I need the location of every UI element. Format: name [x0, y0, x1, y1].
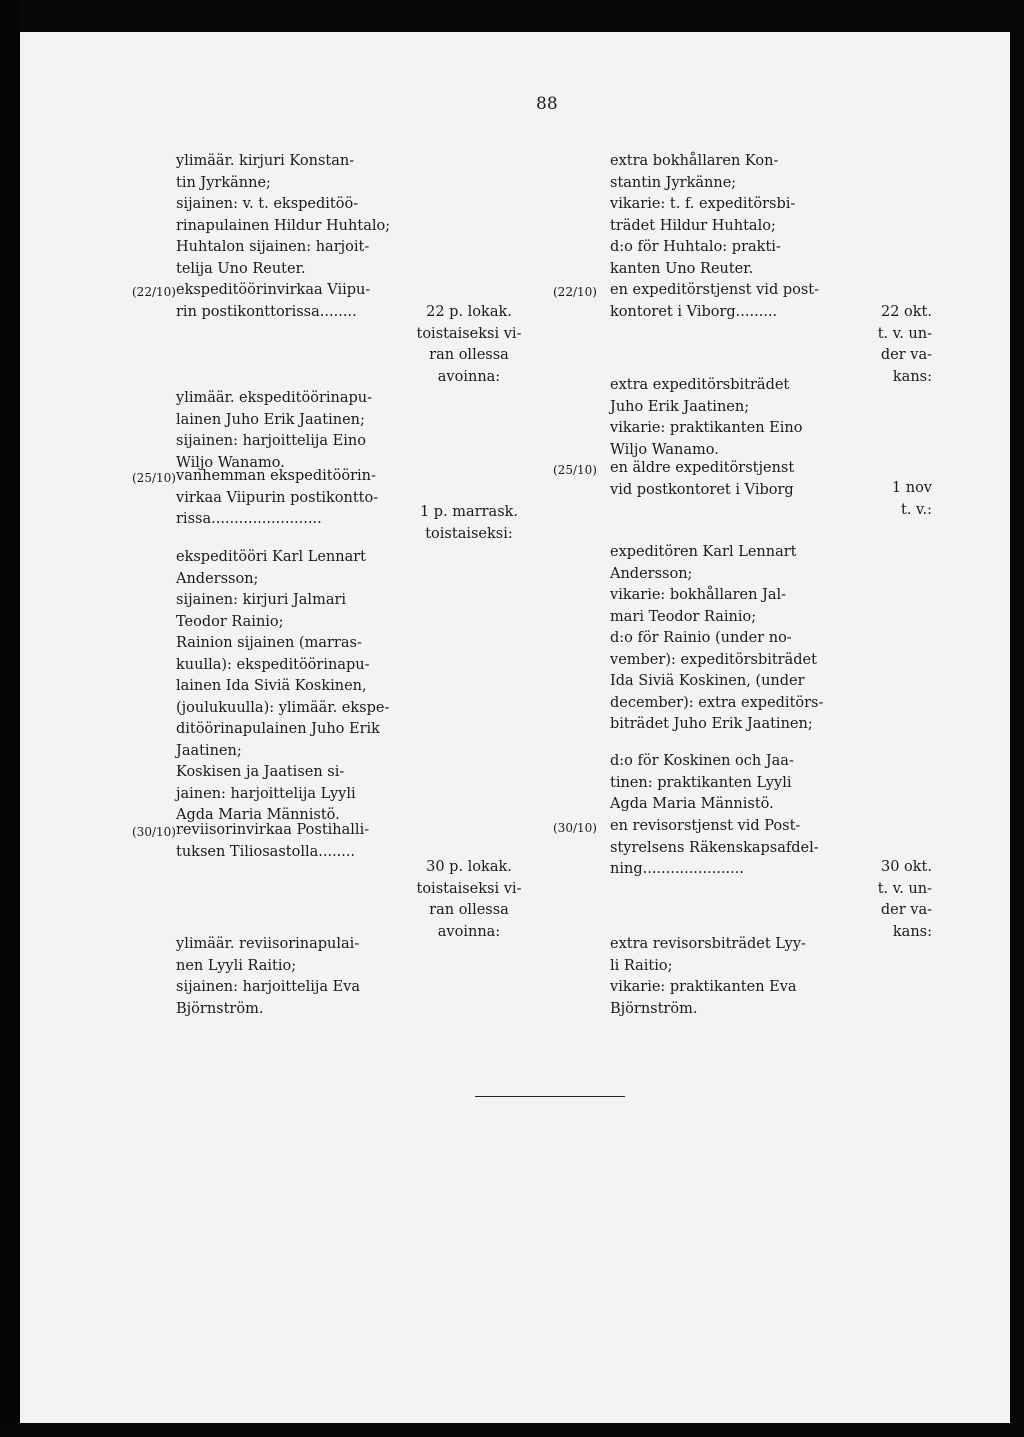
- sv-date-3: [860, 857, 936, 943]
- text-line: Koskisen ja Jaatisen si-: [176, 764, 345, 780]
- text-line: Teodor Rainio;: [176, 613, 284, 630]
- text-line: lainen Ida Siviä Koskinen,: [176, 678, 367, 694]
- text-line: en revisorstjenst vid Post-: [610, 818, 801, 834]
- text-line: virkaa Viipurin postikontto-: [176, 489, 379, 506]
- fi-date-marker-2: (25/10): [132, 471, 176, 485]
- text-line: rin postikonttorissa........: [176, 303, 357, 320]
- fi-date-marker-1: (22/10): [132, 285, 176, 299]
- text-line: ditöörinapulainen Juho Erik: [176, 721, 380, 737]
- text-line: ylimäär. reviisorinapulai-: [176, 936, 360, 952]
- text-line: extra bokhållaren Kon-: [610, 153, 779, 169]
- text-line: Juho Erik Jaatinen;: [610, 398, 750, 415]
- fi-date-3: [414, 857, 524, 943]
- text-line: Wiljo Wanamo.: [176, 454, 285, 471]
- text-line: sijainen: harjoittelija Eva: [176, 979, 361, 995]
- text-line: mari Teodor Rainio;: [610, 608, 757, 625]
- text-line: vikarie: praktikanten Eva: [610, 979, 797, 995]
- text-line: vikarie: praktikanten Eino: [610, 420, 803, 436]
- text-line: nen Lyyli Raitio;: [176, 957, 297, 974]
- text-line: jainen: harjoittelija Lyyli: [176, 785, 356, 802]
- text-line: ran ollessa: [429, 902, 509, 918]
- scan-border-right: [1010, 0, 1024, 1437]
- text-line: kontoret i Viborg.........: [610, 303, 778, 320]
- text-line: d:o för Koskinen och Jaa-: [610, 753, 794, 769]
- fi-entry-3-office: [176, 820, 416, 863]
- sv-date-marker-3: (30/10): [553, 821, 597, 835]
- sv-entry-2-office: [610, 458, 842, 501]
- sv-date-marker-2: (25/10): [553, 463, 597, 477]
- text-line: reviisorinvirkaa Postihalli-: [176, 822, 370, 838]
- text-line: Andersson;: [610, 565, 693, 582]
- text-line: 1 nov: [891, 480, 932, 496]
- text-line: tuksen Tiliosastolla........: [176, 843, 356, 860]
- text-line: Agda Maria Männistö.: [610, 796, 774, 812]
- text-line: styrelsens Räkenskapsafdel-: [610, 839, 819, 856]
- text-line: Andersson;: [176, 570, 259, 587]
- sv-date-2: [860, 478, 936, 521]
- text-line: Jaatinen;: [176, 742, 242, 759]
- text-line: avoinna:: [437, 923, 501, 940]
- text-line: en äldre expeditörstjenst: [610, 460, 795, 476]
- scan-border-left: [0, 0, 20, 1437]
- sv-entry-4-holders: [610, 934, 842, 1020]
- text-line: toistaiseksi vi-: [416, 880, 522, 897]
- text-line: Wiljo Wanamo.: [610, 441, 719, 458]
- text-line: Ida Siviä Koskinen, (under: [610, 673, 805, 689]
- text-line: ekspeditööri Karl Lennart: [176, 549, 367, 565]
- text-line: Agda Maria Männistö.: [176, 807, 340, 823]
- text-line: Björnström.: [176, 1000, 264, 1017]
- text-line: Björnström.: [610, 1000, 698, 1017]
- text-line: kans:: [892, 923, 932, 940]
- text-line: expeditören Karl Lennart: [610, 544, 797, 560]
- text-line: kanten Uno Reuter.: [610, 260, 754, 277]
- text-line: ning......................: [610, 861, 744, 877]
- text-line: sijainen: kirjuri Jalmari: [176, 592, 347, 608]
- text-line: biträdet Juho Erik Jaatinen;: [610, 716, 813, 732]
- text-line: vember): expeditörsbiträdet: [610, 651, 817, 668]
- sv-date-1: [860, 302, 936, 388]
- text-line: der va-: [880, 347, 932, 363]
- fi-entry-1-office: [176, 280, 416, 323]
- fi-entry-2-holders: [176, 388, 416, 474]
- sv-entry-1-office: [610, 280, 842, 323]
- text-line: 30 p. lokak.: [426, 859, 512, 875]
- fi-entry-1-holders: [176, 151, 416, 280]
- sv-entry-1-holders: [610, 151, 842, 280]
- text-line: (joulukuulla): ylimäär. ekspe-: [176, 699, 390, 716]
- text-line: extra revisorsbiträdet Lyy-: [610, 936, 806, 952]
- text-line: 30 okt.: [880, 859, 932, 875]
- text-line: toistaiseksi:: [425, 525, 513, 542]
- text-line: ylimäär. kirjuri Konstan-: [176, 153, 355, 169]
- text-line: en expeditörstjenst vid post-: [610, 282, 820, 298]
- text-line: tinen: praktikanten Lyyli: [610, 774, 792, 791]
- text-line: toistaiseksi vi-: [416, 325, 522, 342]
- text-line: vanhemman ekspeditöörin-: [176, 468, 376, 484]
- text-line: ran ollessa: [429, 347, 509, 363]
- text-line: 22 okt.: [880, 304, 932, 320]
- text-line: 1 p. marrask.: [419, 504, 519, 520]
- text-line: vikarie: bokhållaren Jal-: [610, 587, 787, 603]
- scan-border-top: [0, 0, 1024, 32]
- text-line: tin Jyrkänne;: [176, 174, 271, 191]
- text-line: vid postkontoret i Viborg: [610, 481, 794, 498]
- text-line: avoinna:: [437, 368, 501, 385]
- text-line: d:o för Huhtalo: prakti-: [610, 239, 781, 255]
- text-line: rinapulainen Hildur Huhtalo;: [176, 217, 391, 234]
- text-line: t. v. un-: [877, 325, 932, 342]
- fi-date-1: [414, 302, 524, 388]
- fi-entry-4-holders: [176, 934, 416, 1020]
- text-line: Rainion sijainen (marras-: [176, 635, 362, 651]
- text-line: ekspeditöörinvirkaa Viipu-: [176, 282, 371, 298]
- text-line: stantin Jyrkänne;: [610, 174, 737, 191]
- fi-entry-2-office: [176, 466, 416, 531]
- text-line: trädet Hildur Huhtalo;: [610, 217, 776, 234]
- text-line: kuulla): ekspeditöörinapu-: [176, 656, 370, 673]
- text-line: der va-: [880, 902, 932, 918]
- fi-date-2: [414, 502, 524, 545]
- fi-entry-3-holders: [176, 547, 416, 827]
- sv-entry-3-office: [610, 816, 842, 881]
- scan-border-bottom: [0, 1423, 1024, 1437]
- closing-rule: [475, 1096, 625, 1097]
- text-line: rissa........................: [176, 511, 322, 527]
- text-line: t. v. un-: [877, 880, 932, 897]
- page-number: 88: [536, 94, 558, 114]
- text-line: december): extra expeditörs-: [610, 694, 824, 711]
- sv-entry-2-holders: [610, 375, 842, 461]
- text-line: d:o för Rainio (under no-: [610, 630, 792, 646]
- text-line: extra expeditörsbiträdet: [610, 377, 790, 393]
- sv-entry-3-holders: [610, 542, 842, 736]
- text-line: kans:: [892, 368, 932, 385]
- text-line: sijainen: v. t. ekspeditöö-: [176, 196, 359, 212]
- fi-date-marker-3: (30/10): [132, 825, 176, 839]
- text-line: li Raitio;: [610, 957, 673, 974]
- text-line: sijainen: harjoittelija Eino: [176, 433, 366, 449]
- text-line: t. v.:: [900, 501, 932, 518]
- text-line: vikarie: t. f. expeditörsbi-: [610, 196, 796, 212]
- sv-entry-3-holders-cont: [610, 751, 842, 816]
- text-line: Huhtalon sijainen: harjoit-: [176, 239, 370, 255]
- text-line: 22 p. lokak.: [426, 304, 512, 320]
- text-line: lainen Juho Erik Jaatinen;: [176, 411, 365, 428]
- sv-date-marker-1: (22/10): [553, 285, 597, 299]
- text-line: ylimäär. ekspeditöörinapu-: [176, 390, 373, 406]
- text-line: telija Uno Reuter.: [176, 260, 306, 277]
